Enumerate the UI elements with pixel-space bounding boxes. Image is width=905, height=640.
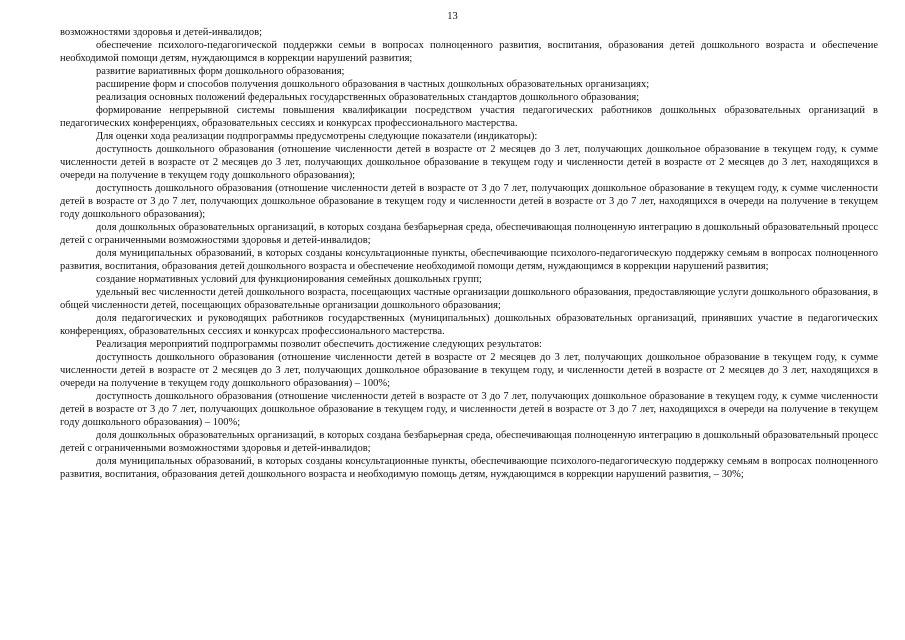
list-item: развитие вариативных форм дошкольного образования; (96, 66, 345, 77)
result-item: доступность дошкольного образования (отношение численности детей в возрасте от 2 месяцев до 3 лет, получающих дошкольное образование в текущем году, к сумме численности детей в возрасте от 2 месяцев до 3 лет, получающих дошкольное образование в текущем году, и численности детей в возрасте от 2 месяцев до 3 лет, находящихся в очереди на получение в текущем году дошкольного образования) – 100%; (60, 352, 878, 389)
list-item: формирование непрерывной системы повышения квалификации посредством участия педагогических работников дошкольных образовательных организаций в педагогических конференциях, образовательных сессиях и конкурсах профессионального мастерства. (60, 105, 878, 129)
result-item: доля муниципальных образований, в которых созданы консультационные пункты, обеспечивающие психолого-педагогическую поддержку семьям в вопросах полноценного развития, воспитания, образования детей дошкольного возраста и необходимую помощь детям, нуждающимся в коррекции нарушений развития, – 30%; (60, 456, 878, 480)
indicator-item: удельный вес численности детей дошкольного возраста, посещающих частные организации дошкольного образования, предоставляющие услуги дошкольного образования, в общей численности детей, посещающих образовательные организации дошкольного образования; (60, 287, 878, 311)
document-body (60, 26, 878, 481)
page-number: 13 (447, 11, 458, 22)
indicator-item: доля муниципальных образований, в которых созданы консультационные пункты, обеспечивающие психолого-педагогическую поддержку семьям в вопросах полноценного развития, воспитания, образования детей дошкольного возраста и обеспечение необходимой помощи детям, нуждающимся в коррекции нарушений развития; (60, 248, 878, 272)
indicator-item: доля дошкольных образовательных организаций, в которых создана безбарьерная среда, обеспечивающая полноценную интеграцию в дошкольный образовательный процесс детей с ограниченными возможностями здоровья и детей-инвалидов; (60, 222, 878, 246)
indicator-item: создание нормативных условий для функционирования семейных дошкольных групп; (96, 274, 482, 285)
list-item: обеспечение психолого-педагогической поддержки семьи в вопросах полноценного развития, воспитания, образования детей дошкольного возраста и обеспечение необходимой помощи детям, нуждающимся в коррекции нарушений развития; (60, 40, 878, 64)
result-item: доступность дошкольного образования (отношение численности детей в возрасте от 3 до 7 лет, получающих дошкольное образование в текущем году, к сумме численности детей в возрасте от 3 до 7 лет, получающих дошкольное образование в текущем году, и численности детей в возрасте от 3 до 7 лет, находящихся в очереди на получение в текущем году дошкольного образования) – 100%; (60, 391, 878, 428)
list-item: реализация основных положений федеральных государственных образовательных стандартов дошкольного образования; (96, 92, 640, 103)
result-item: доля дошкольных образовательных организаций, в которых создана безбарьерная среда, обеспечивающая полноценную интеграцию в дошкольный образовательный процесс детей с ограниченными возможностями здоровья и детей-инвалидов; (60, 430, 878, 454)
paragraph-continuation: возможностями здоровья и детей-инвалидов; (60, 27, 262, 38)
results-intro: Реализация мероприятий подпрограммы позволит обеспечить достижение следующих результатов: (96, 339, 542, 350)
indicator-item: доступность дошкольного образования (отношение численности детей в возрасте от 2 месяцев до 3 лет, получающих дошкольное образование в текущем году, к сумме численности детей в возрасте от 2 месяцев до 3 лет, получающих дошкольное образование в текущем году и численности детей в возрасте от 2 месяцев до 3 лет, находящихся в очереди на получение в текущем году дошкольного образования); (60, 144, 878, 181)
indicators-intro: Для оценки хода реализации подпрограммы предусмотрены следующие показатели (индикаторы): (96, 131, 538, 142)
indicator-item: доступность дошкольного образования (отношение численности детей в возрасте от 3 до 7 лет, получающих дошкольное образование в текущем году, к сумме численности детей в возрасте от 3 до 7 лет, получающих дошкольное образование в текущем году и численности детей в возрасте от 3 до 7 лет, находящихся в очереди на получение в текущем году дошкольного образования); (60, 183, 878, 220)
list-item: расширение форм и способов получения дошкольного образования в частных дошкольных образовательных организациях; (96, 79, 650, 90)
indicator-item: доля педагогических и руководящих работников государственных (муниципальных) дошкольных образовательных организаций, принявших участие в педагогических конференциях, образовательных сессиях и конкурсах профессионального мастерства. (60, 313, 878, 337)
